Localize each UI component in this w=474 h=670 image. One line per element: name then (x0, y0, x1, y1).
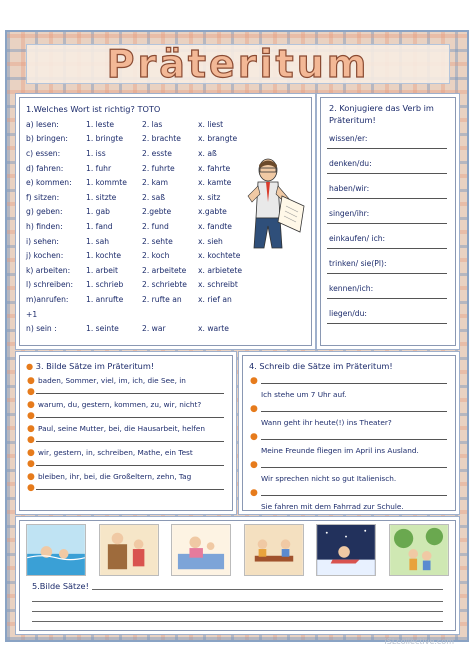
option-1[interactable]: 1. gab (86, 207, 110, 217)
option-1[interactable]: 1. seinte (86, 324, 119, 334)
sentence-prompt-row (26, 469, 226, 493)
option-x[interactable]: x. sieh (198, 236, 223, 246)
verb-row (26, 263, 305, 278)
sentence-row (249, 501, 449, 515)
picture-swimming (26, 524, 86, 576)
option-x[interactable]: x.gabte (198, 207, 227, 217)
verb-row (26, 307, 305, 322)
exercise-2-list (327, 126, 449, 326)
option-1[interactable]: 1. anrufte (86, 294, 124, 304)
conjugation-row (327, 126, 449, 151)
answer-line[interactable] (261, 467, 447, 468)
conjugation-row (327, 176, 449, 201)
bullet-icon: ● (27, 483, 35, 493)
option-x[interactable]: x. warte (198, 324, 229, 334)
exercise-4-list (249, 375, 449, 515)
answer-line[interactable] (327, 273, 447, 274)
answer-row (249, 375, 449, 389)
exercise-3-heading: ● 3. Bilde Sätze im Präteritum! (26, 361, 155, 371)
answer-line[interactable] (327, 223, 447, 224)
option-2[interactable]: 2. koch (142, 251, 170, 261)
word-prompt: wir, gestern, in, schreiben, Mathe, ein Test (38, 448, 193, 457)
verb-label: g) geben: (26, 207, 63, 217)
watermark: iSLcollective.com (384, 637, 454, 646)
picture-housework (171, 524, 231, 576)
sentence-row (249, 445, 449, 459)
exercise-3-list (26, 373, 226, 493)
answer-row (249, 403, 449, 417)
bullet-icon: ● (250, 376, 258, 386)
bullet-icon: ● (250, 404, 258, 414)
sentence-row (249, 389, 449, 403)
present-sentence: Wir sprechen nicht so gut Italienisch. (261, 474, 397, 483)
option-1[interactable]: 1. fuhr (86, 163, 112, 173)
word-prompt: bleiben, ihr, bei, die Großeltern, zehn, Tag (38, 472, 192, 481)
option-2[interactable]: 2. war (142, 324, 166, 334)
conjugation-prompt: kennen/ich: (329, 284, 374, 293)
bullet-icon: ● (250, 432, 258, 442)
option-1[interactable]: 1. kochte (86, 251, 122, 261)
conjugation-row (327, 201, 449, 226)
word-prompt: warum, du, gestern, kommen, zu, wir, nicht? (38, 400, 202, 409)
verb-label: h) finden: (26, 221, 63, 231)
write-line (32, 602, 443, 612)
option-1[interactable]: 1. arbeit (86, 265, 119, 275)
verb-label: b) bringen: (26, 134, 68, 144)
conjugation-prompt: denken/du: (329, 159, 372, 168)
option-x[interactable]: x. fahrte (198, 163, 231, 173)
option-1[interactable]: 1. schrieb (86, 280, 124, 290)
exercise-3-box (19, 355, 233, 511)
bullet-icon: ● (27, 387, 35, 397)
write-line (92, 589, 443, 590)
verb-label: +1 (26, 309, 38, 319)
verb-label: i) sehen: (26, 236, 59, 246)
verb-label: m)anrufen: (26, 294, 69, 304)
verb-row (26, 278, 305, 293)
sentence-row (249, 417, 449, 431)
verb-row (26, 321, 305, 336)
picture-grandparents (99, 524, 159, 576)
bullet-icon: ● (27, 435, 35, 445)
picture-sledding (316, 524, 376, 576)
conjugation-row (327, 226, 449, 251)
picture-strip (26, 524, 449, 580)
option-1[interactable]: 1. kommte (86, 178, 127, 188)
conjugation-prompt: liegen/du: (329, 309, 367, 318)
present-sentence: Ich stehe um 7 Uhr auf. (261, 390, 347, 399)
bullet-icon: ● (27, 400, 35, 410)
exercise-1-heading: 1.Welches Wort ist richtig? TOTO (26, 104, 161, 114)
write-line (32, 612, 443, 622)
exercise-3-heading-text: 3. Bilde Sätze im Präteritum! (35, 361, 155, 371)
verb-label: l) schreiben: (26, 280, 74, 290)
sentence-prompt-row (26, 445, 226, 469)
option-1[interactable]: 1. bringte (86, 134, 123, 144)
answer-line[interactable] (36, 489, 224, 490)
title-banner (26, 44, 450, 84)
verb-label: j) kochen: (26, 251, 64, 261)
option-x[interactable]: x. kochtete (198, 251, 241, 261)
conjugation-row (327, 151, 449, 176)
sentence-row (249, 473, 449, 487)
option-2[interactable]: 2. las (142, 119, 163, 129)
verb-row (26, 292, 305, 307)
verb-label: e) kommen: (26, 178, 72, 188)
word-prompt: baden, Sommer, viel, im, ich, die See, in (38, 376, 186, 385)
option-2[interactable]: 2. sehte (142, 236, 173, 246)
option-1[interactable]: 1. leste (86, 119, 115, 129)
bullet-icon: ● (250, 460, 258, 470)
conjugation-prompt: singen/ihr: (329, 209, 370, 218)
answer-line[interactable] (36, 393, 224, 394)
answer-line[interactable] (36, 417, 224, 418)
answer-row (249, 487, 449, 501)
conjugation-prompt: einkaufen/ ich: (329, 234, 386, 243)
option-x[interactable]: x. sitz (198, 192, 221, 202)
option-1[interactable]: 1. iss (86, 148, 106, 158)
option-1[interactable]: 1. fand (86, 221, 113, 231)
bullet-icon: ● (27, 424, 35, 434)
option-x[interactable]: x. schreibt (198, 280, 238, 290)
answer-line[interactable] (327, 173, 447, 174)
write-line (32, 592, 443, 602)
picture-family-outdoors (389, 524, 449, 576)
option-x[interactable]: x. fandte (198, 221, 232, 231)
conjugation-prompt: haben/wir: (329, 184, 370, 193)
option-x[interactable]: x. liest (198, 119, 224, 129)
sentence-prompt-row (26, 397, 226, 421)
verb-label: f) sitzen: (26, 192, 60, 202)
option-x[interactable]: x. arbietete (198, 265, 242, 275)
bullet-icon: ● (27, 376, 35, 386)
bullet-icon: ● (27, 448, 35, 458)
answer-line[interactable] (327, 198, 447, 199)
option-2[interactable]: 2. rufte an (142, 294, 182, 304)
exercise-4-heading: 4. Schreib die Sätze im Präteritum! (249, 361, 393, 371)
answer-line[interactable] (261, 495, 447, 496)
verb-label: c) essen: (26, 148, 61, 158)
answer-line[interactable] (327, 148, 447, 149)
option-2[interactable]: 2. brachte (142, 134, 181, 144)
picture-dinner (244, 524, 304, 576)
bullet-icon: ● (27, 459, 35, 469)
sentence-prompt-row (26, 421, 226, 445)
option-x[interactable]: x. aß (198, 148, 217, 158)
answer-row (249, 431, 449, 445)
verb-label: k) arbeiten: (26, 265, 71, 275)
option-2[interactable]: 2. esste (142, 148, 172, 158)
exercise-5-heading: 5.Bilde Sätze! (32, 581, 89, 591)
option-2[interactable]: 2. arbeitete (142, 265, 187, 275)
bullet-icon: ● (27, 472, 35, 482)
option-1[interactable]: 1. sah (86, 236, 110, 246)
option-2[interactable]: 2. saß (142, 192, 166, 202)
option-x[interactable]: x. brangte (198, 134, 238, 144)
verb-label: a) lesen: (26, 119, 59, 129)
verb-row (26, 117, 305, 132)
answer-line[interactable] (261, 439, 447, 440)
answer-line[interactable] (36, 465, 224, 466)
option-2[interactable]: 2. kam (142, 178, 168, 188)
conjugation-row (327, 301, 449, 326)
verb-label: d) fahren: (26, 163, 64, 173)
answer-line[interactable] (327, 248, 447, 249)
exercise-1-box (19, 97, 312, 346)
word-prompt: Paul, seine Mutter, bei, die Hausarbeit, helfen (38, 424, 205, 433)
option-x[interactable]: x. kamte (198, 178, 232, 188)
answer-line[interactable] (327, 323, 447, 324)
page-title: Präteritum (106, 42, 370, 86)
option-x[interactable]: x. rief an (198, 294, 232, 304)
present-sentence: Meine Freunde fliegen im April ins Ausland. (261, 446, 419, 455)
conjugation-prompt: wissen/er: (329, 134, 368, 143)
answer-line[interactable] (36, 441, 224, 442)
conjugation-row (327, 251, 449, 276)
answer-line[interactable] (261, 411, 447, 412)
bullet-icon: ● (250, 488, 258, 498)
sentence-prompt-row (26, 373, 226, 397)
option-2[interactable]: 2.gebte (142, 207, 172, 217)
option-2[interactable]: 2. fund (142, 221, 169, 231)
man-reading-illustration (242, 156, 306, 254)
exercise-5-box (19, 520, 456, 631)
present-sentence: Wann geht ihr heute(!) ins Theater? (261, 418, 392, 427)
conjugation-prompt: trinken/ sie(Pl): (329, 259, 387, 268)
verb-row (26, 132, 305, 147)
option-1[interactable]: 1. sitzte (86, 192, 117, 202)
option-2[interactable]: 2. schriebte (142, 280, 187, 290)
answer-line[interactable] (327, 298, 447, 299)
verb-label: n) sein : (26, 324, 57, 334)
answer-row (249, 459, 449, 473)
answer-line[interactable] (261, 383, 447, 384)
bullet-icon: ● (27, 411, 35, 421)
conjugation-row (327, 276, 449, 301)
present-sentence: Sie fahren mit dem Fahrrad zur Schule. (261, 502, 404, 511)
exercise-4-box (242, 355, 456, 511)
exercise-2-heading: 2. Konjugiere das Verb im Präteritum! (329, 103, 434, 125)
exercise-2-box (320, 97, 456, 346)
option-2[interactable]: 2. fuhrte (142, 163, 175, 173)
